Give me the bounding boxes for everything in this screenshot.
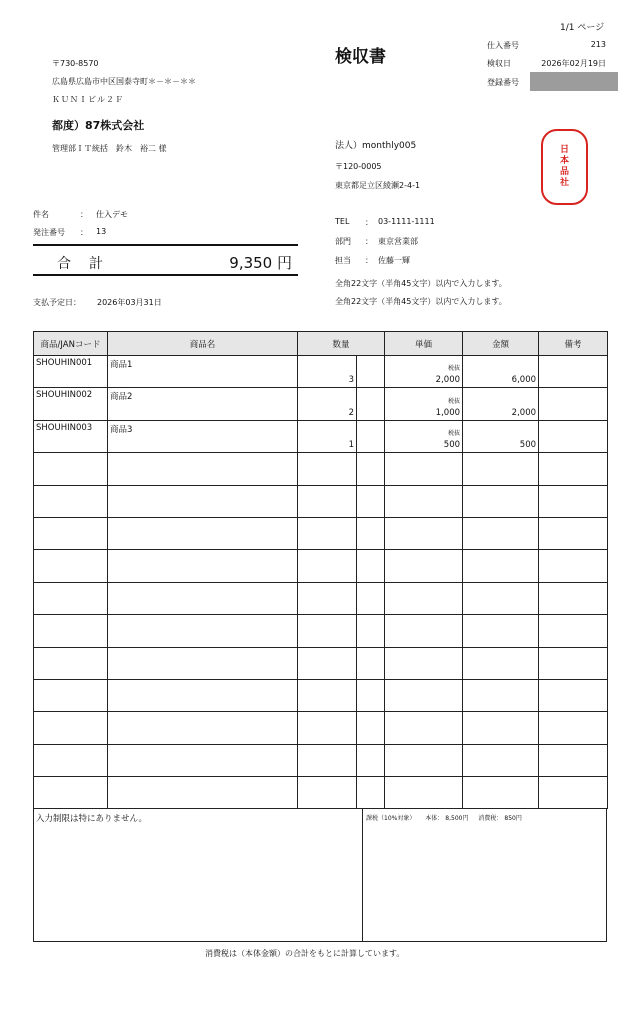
cell-code: SHOUHIN003 <box>34 420 108 452</box>
meta-label-inspection-date: 検収日 <box>487 59 511 68</box>
total-label: 合計 <box>57 256 121 272</box>
header-amount: 金額 <box>463 332 539 356</box>
tax-calculation-note: 消費税は（本体金額）の合計をもとに計算しています。 <box>205 949 405 958</box>
cell-unit-price <box>385 420 463 452</box>
base-label: 本体： <box>425 815 444 822</box>
cell-name: 商品2 <box>108 388 298 420</box>
sender-dept-label: 部門 <box>335 237 351 246</box>
empty-row <box>34 582 608 614</box>
tax-summary <box>363 809 606 941</box>
meta-value-purchase-no: 213 <box>590 40 606 49</box>
order-no-sep: ： <box>80 228 88 237</box>
document-title: 検収書 <box>335 47 386 67</box>
cell-qty-unit <box>357 388 385 420</box>
table-row <box>34 388 608 420</box>
unit-price-value: 500 <box>443 440 461 451</box>
sender-tel-label: TEL <box>335 217 350 226</box>
table-row <box>34 356 608 388</box>
company-seal-stamp <box>541 129 588 205</box>
cell-unit-price <box>385 388 463 420</box>
cell-amount: 2,000 <box>463 388 539 420</box>
cell-code: SHOUHIN002 <box>34 388 108 420</box>
seal-line: 品 <box>559 167 569 177</box>
items-table <box>33 331 608 809</box>
table-row <box>34 420 608 452</box>
order-no-value: 13 <box>96 227 107 236</box>
cell-qty-unit <box>357 420 385 452</box>
unit-price-value: 2,000 <box>435 375 461 386</box>
cell-unit-price <box>385 356 463 388</box>
tax-excluded-tag: 税抜 <box>448 397 461 405</box>
registration-redacted <box>530 72 618 91</box>
sender-dept: 東京営業部 <box>378 237 418 246</box>
header-qty: 数量 <box>298 332 385 356</box>
cell-name: 商品1 <box>108 356 298 388</box>
sender-address: 東京都足立区綾瀬2-4-1 <box>335 181 421 190</box>
seal-line: 日 <box>559 145 569 155</box>
subject-label: 件名 <box>33 210 49 219</box>
header-unit-price: 単価 <box>385 332 463 356</box>
meta-value-inspection-date: 2026年02月19日 <box>541 59 606 68</box>
cell-code: SHOUHIN001 <box>34 356 108 388</box>
sender-note1: 全角22文字（半角45文字）以内で入力します。 <box>335 279 507 288</box>
sender-note2: 全角22文字（半角45文字）以内で入力します。 <box>335 297 507 306</box>
cell-name: 商品3 <box>108 420 298 452</box>
empty-row <box>34 712 608 744</box>
empty-row <box>34 744 608 776</box>
header-code: 商品/JANコード <box>34 332 108 356</box>
sender-tel-sep: ： <box>365 218 373 227</box>
tax-label: 消費税： <box>478 815 503 822</box>
header-remarks: 備考 <box>539 332 608 356</box>
tax-category: 課税（10%対象） <box>366 815 416 822</box>
sender-company: 法人）monthly005 <box>335 141 417 151</box>
remarks-text: 入力制限は特にありません。 <box>36 814 148 824</box>
cell-remarks <box>539 388 608 420</box>
recipient-address2: ＫＵＮＩビル２Ｆ <box>52 95 124 104</box>
seal-line: 本 <box>559 156 569 166</box>
cell-qty: 1 <box>298 420 357 452</box>
meta-label-registration-no: 登録番号 <box>487 78 519 87</box>
subject-value: 仕入デモ <box>96 210 128 219</box>
sender-tel: 03-1111-1111 <box>378 217 435 226</box>
seal-line: 社 <box>559 178 569 188</box>
cell-amount: 500 <box>463 420 539 452</box>
recipient-postal: 〒730-8570 <box>52 59 99 68</box>
sender-dept-sep: ： <box>365 237 373 246</box>
tax-excluded-tag: 税抜 <box>448 365 461 373</box>
tax-value: 850円 <box>504 815 522 822</box>
empty-row <box>34 453 608 485</box>
empty-row <box>34 777 608 809</box>
recipient-company: 都度）87株式会社 <box>52 119 145 132</box>
cell-qty: 2 <box>298 388 357 420</box>
subject-sep: ： <box>80 210 88 219</box>
header-name: 商品名 <box>108 332 298 356</box>
total-value: 9,350 円 <box>229 254 292 272</box>
empty-row <box>34 679 608 711</box>
empty-row <box>34 485 608 517</box>
base-value: 8,500円 <box>445 815 469 822</box>
empty-row <box>34 647 608 679</box>
sender-staff-label: 担当 <box>335 256 351 265</box>
tax-excluded-tag: 税抜 <box>448 430 461 438</box>
meta-label-purchase-no: 仕入番号 <box>487 41 519 50</box>
total-box <box>33 244 298 276</box>
empty-row <box>34 615 608 647</box>
sender-postal: 〒120-0005 <box>335 162 382 171</box>
footer-box <box>33 809 607 942</box>
cell-amount: 6,000 <box>463 356 539 388</box>
sender-staff: 佐藤一輝 <box>378 256 410 265</box>
cell-remarks <box>539 356 608 388</box>
recipient-person: 管理部ＩＴ統括 鈴木 裕二 様 <box>52 144 167 153</box>
empty-row <box>34 517 608 549</box>
cell-qty-unit <box>357 356 385 388</box>
unit-price-value: 1,000 <box>435 407 461 418</box>
remarks-area <box>34 809 363 941</box>
cell-qty: 3 <box>298 356 357 388</box>
order-no-label: 発注番号 <box>33 228 65 237</box>
page-indicator: 1/1 ページ <box>560 23 605 33</box>
cell-remarks <box>539 420 608 452</box>
payment-date-label: 支払予定日： <box>33 298 81 307</box>
payment-date-value: 2026年03月31日 <box>97 298 162 307</box>
sender-staff-sep: ： <box>365 256 373 265</box>
empty-row <box>34 550 608 582</box>
recipient-address1: 広島県広島市中区国泰寺町＊－＊－＊＊ <box>52 77 196 86</box>
table-header-row <box>34 332 608 356</box>
